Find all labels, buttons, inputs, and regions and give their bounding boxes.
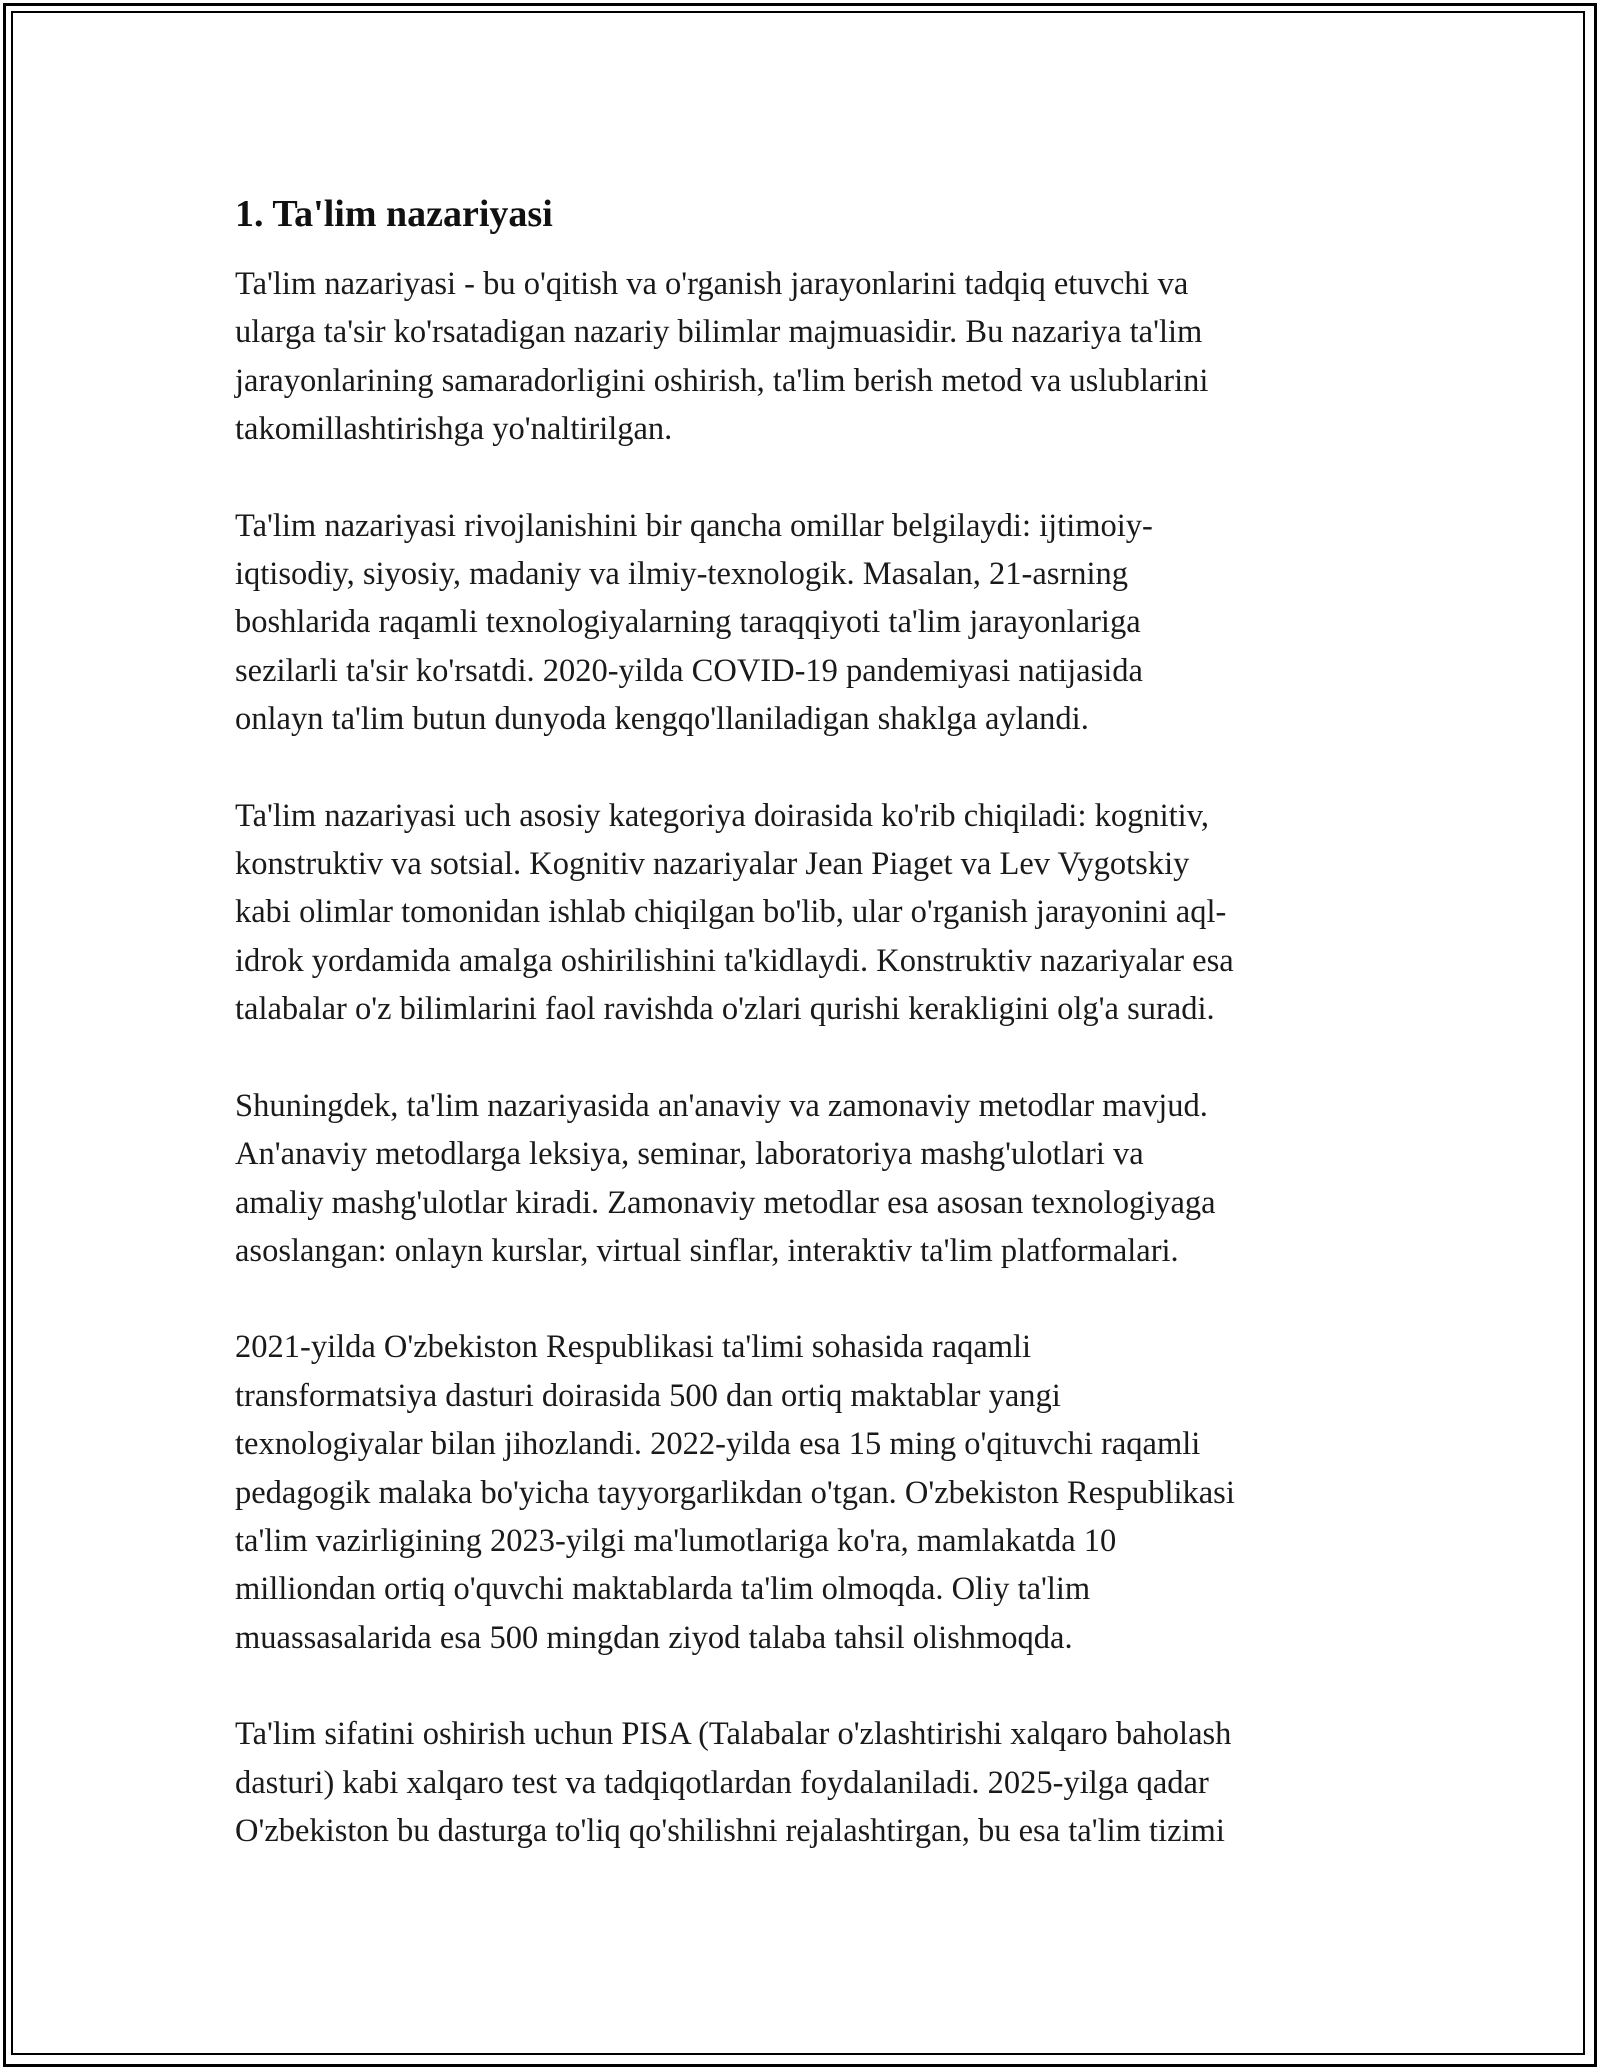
text-line: pedagogik malaka bo'yicha tayyorgarlikdan o'tgan. O'zbekiston Respublikasi [235, 1474, 1235, 1511]
text-line: onlayn ta'lim butun dunyoda kengqo'llaniladigan shaklga aylandi. [235, 701, 1089, 738]
paragraph-4 [235, 1082, 1395, 1276]
paragraph-5 [235, 1323, 1395, 1662]
text-line: dasturi) kabi xalqaro test va tadqiqotlardan foydalaniladi. 2025-yilga qadar [235, 1764, 1209, 1801]
text-line: Ta'lim sifatini oshirish uchun PISA (Talabalar o'zlashtirishi xalqaro baholash [235, 1716, 1232, 1753]
text-line: An'anaviy metodlarga leksiya, seminar, laboratoriya mashg'ulotlari va [235, 1136, 1144, 1173]
text-line: jarayonlarining samaradorligini oshirish, ta'lim berish metod va uslublarini [235, 362, 1209, 399]
text-line: kabi olimlar tomonidan ishlab chiqilgan bo'lib, ular o'rganish jarayonini aql- [235, 894, 1227, 931]
text-line: amaliy mashg'ulotlar kiradi. Zamonaviy metodlar esa asosan texnologiyaga [235, 1184, 1216, 1221]
text-line: muassasalarida esa 500 mingdan ziyod talaba tahsil olishmoqda. [235, 1619, 1073, 1656]
text-line: sezilarli ta'sir ko'rsatdi. 2020-yilda COVID-19 pandemiyasi natijasida [235, 652, 1143, 689]
text-line: iqtisodiy, siyosiy, madaniy va ilmiy-texnologik. Masalan, 21-asrning [235, 556, 1129, 593]
text-line: konstruktiv va sotsial. Kognitiv nazariyalar Jean Piaget va Lev Vygotskiy [235, 846, 1190, 883]
text-line: Ta'lim nazariyasi uch asosiy kategoriya doirasida ko'rib chiqiladi: kognitiv, [235, 797, 1209, 834]
text-line: asoslangan: onlayn kurslar, virtual sinflar, interaktiv ta'lim platformalari. [235, 1232, 1179, 1269]
text-line: milliondan ortiq o'quvchi maktablarda ta'lim olmoqda. Oliy ta'lim [235, 1571, 1091, 1608]
paragraph-1 [235, 260, 1395, 454]
section-heading: 1. Ta'lim nazariyasi [235, 193, 553, 235]
text-line: Ta'lim nazariyasi - bu o'qitish va o'rganish jarayonlarini tadqiq etuvchi va [235, 266, 1189, 302]
text-line: ularga ta'sir ko'rsatadigan nazariy bilimlar majmuasidir. Bu nazariya ta'lim [235, 314, 1203, 351]
text-line: boshlarida raqamli texnologiyalarning taraqqiyoti ta'lim jarayonlariga [235, 604, 1141, 641]
text-line: takomillashtirishga yo'naltirilgan. [235, 411, 673, 448]
text-line: 2021-yilda O'zbekiston Respublikasi ta'limi sohasida raqamli [235, 1329, 1032, 1366]
text-line: ta'lim vazirligining 2023-yilgi ma'lumotlariga ko'ra, mamlakatda 10 [235, 1522, 1117, 1559]
text-line: talabalar o'z bilimlarini faol ravishda o'zlari qurishi kerakligini olg'a suradi. [235, 991, 1215, 1028]
text-line: Ta'lim nazariyasi rivojlanishini bir qancha omillar belgilaydi: ijtimoiy- [235, 507, 1153, 544]
paragraph-6 [235, 1710, 1395, 1855]
paragraph-3 [235, 792, 1395, 1034]
paragraph-2 [235, 502, 1395, 744]
text-line: texnologiyalar bilan jihozlandi. 2022-yilda esa 15 ming o'qituvchi raqamli [235, 1426, 1201, 1463]
text-line: idrok yordamida amalga oshirilishini ta'kidlaydi. Konstruktiv nazariyalar esa [235, 942, 1234, 979]
text-line: O'zbekiston bu dasturga to'liq qo'shilishni rejalashtirgan, bu esa ta'lim tizimi [235, 1812, 1225, 1849]
text-line: transformatsiya dasturi doirasida 500 dan ortiq maktablar yangi [235, 1377, 1061, 1414]
text-line: Shuningdek, ta'lim nazariyasida an'anaviy va zamonaviy metodlar mavjud. [235, 1087, 1208, 1124]
document-body [235, 186, 1395, 1903]
